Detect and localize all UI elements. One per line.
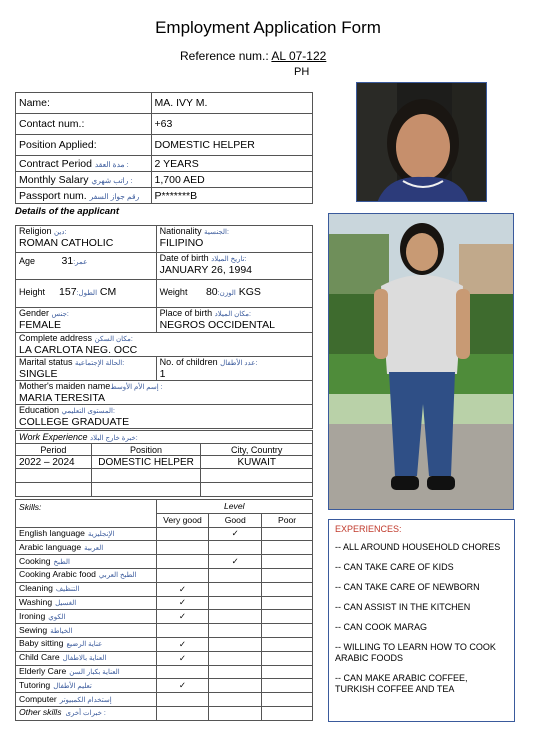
skill-poor-cell xyxy=(262,568,313,582)
check-icon: ✓ xyxy=(178,652,187,663)
contract-label-ar: مدة العقد : xyxy=(94,159,129,169)
contract-label-cell xyxy=(16,156,152,172)
nationality-label-ar: الجنسية: xyxy=(204,229,229,236)
age-label-ar: عمر: xyxy=(73,259,88,266)
portrait-photo xyxy=(356,82,487,202)
work-experience-table xyxy=(15,430,313,497)
gender-label-ar: جنس: xyxy=(51,311,69,318)
marital-value: SINGLE xyxy=(19,368,58,380)
table-row xyxy=(16,706,313,720)
nationality-value: FILIPINO xyxy=(159,237,204,249)
skill-name: Child Care xyxy=(19,652,60,663)
skill-label-cell xyxy=(16,582,157,596)
col-very-good: Very good xyxy=(156,513,209,527)
work-period: 2022 – 2024 xyxy=(16,456,92,469)
education-label-ar: المستوى التعليمي: xyxy=(61,408,115,415)
mother-value: MARIA TERESITA xyxy=(19,392,105,404)
skill-name: Sewing xyxy=(19,624,48,635)
work-position: DOMESTIC HELPER xyxy=(91,456,201,469)
weight-cell xyxy=(156,280,312,308)
work-title-cell xyxy=(16,431,313,444)
skill-poor-cell xyxy=(262,555,313,569)
religion-cell xyxy=(16,226,157,253)
skill-name-ar: عناية الرضيع xyxy=(66,641,103,649)
contact-label: Contact num.: xyxy=(16,114,152,135)
other-skills-cell xyxy=(16,706,157,720)
skill-very-good-cell xyxy=(156,637,209,651)
table-row xyxy=(16,541,313,555)
contact-value: +63 xyxy=(151,114,312,135)
check-icon: ✓ xyxy=(231,556,239,567)
height-value: 157 CM xyxy=(59,286,117,298)
experiences-list xyxy=(335,542,508,695)
skill-name: Cleaning xyxy=(19,583,53,594)
skill-good-cell xyxy=(209,665,262,679)
skill-name-ar: الإنجليزية xyxy=(87,530,115,538)
dob-label-ar: تاريخ الميلاد: xyxy=(211,256,247,263)
table-row xyxy=(16,693,313,707)
table-row xyxy=(16,637,313,651)
weight-label: Weight xyxy=(159,287,188,297)
col-period: Period xyxy=(16,444,92,456)
skill-very-good-cell xyxy=(156,568,209,582)
work-title-ar: خبرة خارج البلاد: xyxy=(90,435,138,442)
skill-label-cell xyxy=(16,637,157,651)
check-icon: ✓ xyxy=(178,638,187,649)
religion-value: ROMAN CATHOLIC xyxy=(19,237,114,249)
skill-poor-cell xyxy=(262,582,313,596)
skill-name: Baby sitting xyxy=(19,638,64,649)
skill-name-ar: الخياطة xyxy=(50,627,73,635)
col-position: Position xyxy=(91,444,201,456)
nationality-cell xyxy=(156,226,312,253)
address-cell xyxy=(16,333,313,357)
religion-label: Religion xyxy=(19,226,52,236)
skill-name-ar: الطبخ العربي xyxy=(98,572,137,580)
check-icon: ✓ xyxy=(178,680,187,691)
table-row xyxy=(16,665,313,679)
table-row xyxy=(16,624,313,638)
mother-label: Mother's maiden name xyxy=(19,381,111,391)
skill-good-cell xyxy=(209,541,262,555)
skill-label-cell xyxy=(16,624,157,638)
contract-label: Contract Period xyxy=(19,157,92,170)
check-icon: ✓ xyxy=(231,528,239,539)
skill-good-cell xyxy=(209,651,262,665)
skill-good-cell xyxy=(209,596,262,610)
skill-name: English language xyxy=(19,527,85,538)
position-value: DOMESTIC HELPER xyxy=(151,135,312,156)
skill-label-cell xyxy=(16,679,157,693)
work-location: KUWAIT xyxy=(201,456,313,469)
level-header xyxy=(156,500,312,514)
skill-label-cell xyxy=(16,555,157,569)
skills-title-cell xyxy=(16,500,157,528)
education-cell xyxy=(16,405,313,429)
skill-name: Washing xyxy=(19,596,53,607)
mother-cell xyxy=(16,381,313,405)
skill-name: Elderly Care xyxy=(19,665,67,676)
check-icon: ✓ xyxy=(178,597,187,608)
passport-label-ar: رقم جواز السفر xyxy=(89,191,140,201)
gender-value: FEMALE xyxy=(19,319,62,331)
skill-label-cell xyxy=(16,651,157,665)
address-label: Complete address xyxy=(19,333,93,343)
skill-name: Cooking xyxy=(19,555,51,566)
level-label: Level xyxy=(223,500,245,511)
age-cell xyxy=(16,253,157,280)
position-label: Position Applied: xyxy=(16,135,152,156)
skill-very-good-cell xyxy=(156,596,209,610)
skill-poor-cell xyxy=(262,624,313,638)
address-value: LA CARLOTA NEG. OCC xyxy=(19,344,138,356)
skill-label-cell xyxy=(16,610,157,624)
weight-label-ar: الوزن: xyxy=(217,290,236,297)
skill-very-good-cell xyxy=(156,624,209,638)
religion-label-ar: دين: xyxy=(54,229,67,236)
skill-name: Cooking Arabic food xyxy=(19,569,96,580)
passport-label: Passport num. xyxy=(19,189,87,202)
salary-label-ar: راتب شهري : xyxy=(91,175,133,185)
children-label: No. of children xyxy=(159,357,218,367)
age-value: 31 xyxy=(61,255,74,267)
basic-info-table xyxy=(15,92,313,204)
children-cell xyxy=(156,357,312,381)
portrait-image xyxy=(357,83,487,202)
table-row xyxy=(16,582,313,596)
table-row xyxy=(16,679,313,693)
children-label-ar: عدد الأطفال: xyxy=(220,360,258,367)
skill-name-ar: العربية xyxy=(84,544,104,552)
name-label: Name: xyxy=(16,93,152,114)
skill-name-ar: تعليم الأطفال xyxy=(53,682,92,690)
skill-good-cell xyxy=(209,637,262,651)
skill-good-cell xyxy=(209,624,262,638)
weight-value: 80 KGS xyxy=(205,286,261,298)
table-row xyxy=(16,555,313,569)
table-row xyxy=(16,456,313,469)
ref-label: Reference num.: xyxy=(180,49,269,63)
nationality-label: Nationality xyxy=(159,226,202,236)
reference-number xyxy=(180,49,326,63)
col-poor: Poor xyxy=(262,513,313,527)
marital-label: Marital status xyxy=(19,357,73,367)
skill-name-ar: الطبخ xyxy=(53,558,70,566)
salary-label: Monthly Salary xyxy=(19,173,89,186)
skill-name: Arabic language xyxy=(19,541,82,552)
education-value: COLLEGE GRADUATE xyxy=(19,416,130,428)
table-row xyxy=(16,596,313,610)
age-label: Age xyxy=(19,256,36,266)
skills-title: Skills: xyxy=(19,502,42,512)
other-skills-label: Other skills xyxy=(19,707,62,718)
skill-poor-cell xyxy=(262,665,313,679)
skill-name-ar: العناية بكبار السن xyxy=(69,668,120,676)
skill-name-ar: التنظيف xyxy=(55,586,80,594)
table-row xyxy=(16,568,313,582)
list-item: -- ALL AROUND HOUSEHOLD CHORES xyxy=(335,542,501,552)
list-item: -- CAN MAKE ARABIC COFFEE, TURKISH COFFEE AND TEA xyxy=(335,673,468,694)
table-row xyxy=(16,483,313,497)
marital-cell xyxy=(16,357,157,381)
skill-label-cell xyxy=(16,568,157,582)
pob-label: Place of birth xyxy=(159,308,213,318)
skill-label-cell xyxy=(16,541,157,555)
skill-name-ar: العناية بالاطفال xyxy=(62,655,107,663)
name-value: MA. IVY M. xyxy=(151,93,312,114)
skill-poor-cell xyxy=(262,693,313,707)
passport-label-cell xyxy=(16,188,152,204)
height-cell xyxy=(16,280,157,308)
skill-label-cell xyxy=(16,665,157,679)
list-item: -- CAN TAKE CARE OF KIDS xyxy=(335,562,454,572)
full-body-image xyxy=(329,214,514,510)
skill-very-good-cell xyxy=(156,610,209,624)
gender-cell xyxy=(16,308,157,333)
skill-name: Computer xyxy=(19,693,57,704)
dob-value: JANUARY 26, 1994 xyxy=(159,264,253,276)
skill-poor-cell xyxy=(262,527,313,541)
skill-label-cell xyxy=(16,693,157,707)
skill-good-cell xyxy=(209,610,262,624)
dob-label: Date of birth xyxy=(159,253,209,263)
skill-poor-cell xyxy=(262,679,313,693)
salary-label-cell xyxy=(16,172,152,188)
full-body-photo xyxy=(328,213,514,510)
other-skills-label-ar: خبرات أخرى : xyxy=(65,710,106,718)
list-item: -- WILLING TO LEARN HOW TO COOK ARABIC FOODS xyxy=(335,642,496,663)
experiences-box xyxy=(328,519,515,722)
check-icon: ✓ xyxy=(178,583,187,594)
dob-cell xyxy=(156,253,312,280)
table-row xyxy=(16,610,313,624)
pob-value: NEGROS OCCIDENTAL xyxy=(159,319,275,331)
table-row xyxy=(16,469,313,483)
passport-value: P*******B xyxy=(151,188,312,204)
table-row xyxy=(16,651,313,665)
details-table xyxy=(15,225,313,429)
height-label: Height xyxy=(19,287,46,297)
pob-label-ar: مكان الميلاد: xyxy=(214,311,251,318)
work-title: Work Experience xyxy=(19,432,88,442)
skill-good-cell xyxy=(209,568,262,582)
education-label: Education xyxy=(19,405,60,415)
salary-value: 1,700 AED xyxy=(151,172,312,188)
skill-name: Ironing xyxy=(19,610,46,621)
country-code: PH xyxy=(294,66,310,78)
marital-label-ar: الحالة الإجتماعية: xyxy=(75,360,125,367)
check-icon: ✓ xyxy=(178,611,187,622)
skill-very-good-cell xyxy=(156,679,209,693)
skill-good-cell xyxy=(209,555,262,569)
skill-very-good-cell xyxy=(156,582,209,596)
skill-poor-cell xyxy=(262,541,313,555)
skill-poor-cell xyxy=(262,596,313,610)
skill-very-good-cell xyxy=(156,693,209,707)
col-location: City, Country xyxy=(201,444,313,456)
skill-label-cell xyxy=(16,596,157,610)
list-item: -- CAN COOK MARAG xyxy=(335,622,428,632)
col-good: Good xyxy=(209,513,262,527)
details-section-title: Details of the applicant xyxy=(15,206,119,217)
skill-name-ar: الكوي xyxy=(48,613,66,621)
skill-label-cell xyxy=(16,527,157,541)
skill-name-ar: إستخدام الكمبيوتر xyxy=(59,696,112,704)
page-title: Employment Application Form xyxy=(155,18,381,37)
skills-table xyxy=(15,499,313,721)
skill-very-good-cell xyxy=(156,527,209,541)
skill-very-good-cell xyxy=(156,665,209,679)
children-value: 1 xyxy=(159,368,166,380)
gender-label: Gender xyxy=(19,308,50,318)
skill-name-ar: الغسيل xyxy=(55,599,77,607)
contract-value: 2 YEARS xyxy=(151,156,312,172)
list-item: -- CAN TAKE CARE OF NEWBORN xyxy=(335,582,480,592)
mother-label-ar: إسم الأم الأوسط : xyxy=(110,384,163,391)
skill-poor-cell xyxy=(262,610,313,624)
skill-name: Tutoring xyxy=(19,679,51,690)
list-item: -- CAN ASSIST IN THE KITCHEN xyxy=(335,602,471,612)
skill-good-cell xyxy=(209,679,262,693)
experiences-title: EXPERIENCES: xyxy=(335,524,402,534)
skill-very-good-cell xyxy=(156,555,209,569)
skill-good-cell xyxy=(209,527,262,541)
ref-value: AL 07-122 xyxy=(271,49,327,63)
skill-poor-cell xyxy=(262,637,313,651)
table-row xyxy=(16,527,313,541)
skill-good-cell xyxy=(209,582,262,596)
skill-poor-cell xyxy=(262,651,313,665)
skill-good-cell xyxy=(209,693,262,707)
address-label-ar: مكان السكن: xyxy=(94,336,133,343)
pob-cell xyxy=(156,308,312,333)
skill-very-good-cell xyxy=(156,541,209,555)
height-label-ar: الطول: xyxy=(76,290,98,297)
skill-very-good-cell xyxy=(156,651,209,665)
